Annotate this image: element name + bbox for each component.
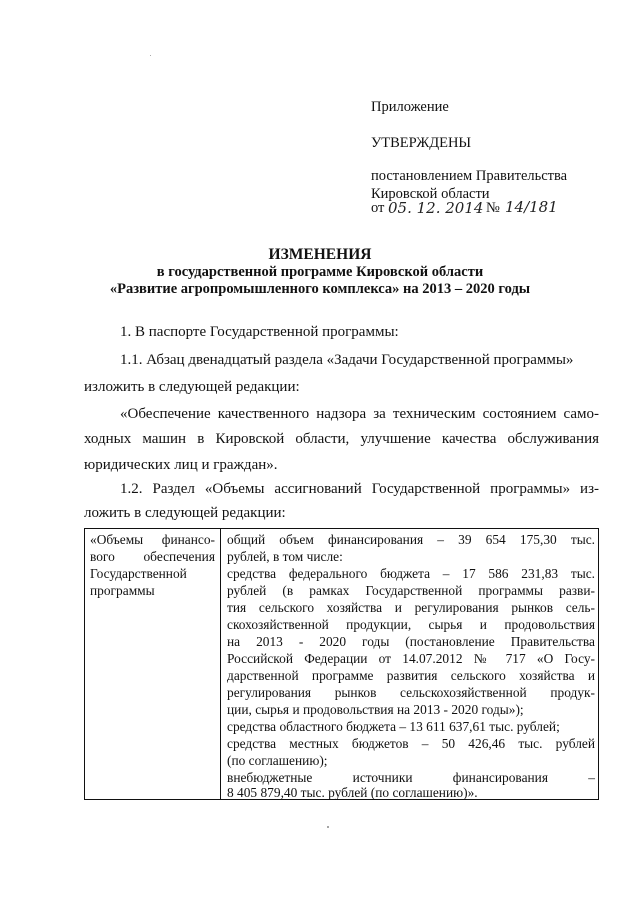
right-cell-line: средства местных бюджетов – 50 426,46 тыс. рублей xyxy=(227,736,595,751)
speck xyxy=(150,55,151,56)
table-column-divider xyxy=(220,529,221,799)
handwritten-number: 14/181 xyxy=(505,198,558,216)
quote-line-3: юридических лиц и граждан». xyxy=(84,457,278,473)
right-cell-line: на 2013 - 2020 годы (постановление Правительства xyxy=(227,634,595,649)
right-cell-line: тия сельского хозяйства и регулирования рынков сель- xyxy=(227,600,595,615)
paragraph-1-2-line-2: ложить в следующей редакции: xyxy=(84,505,286,521)
right-cell-line: дарственной программе развития сельского хозяйства и xyxy=(227,668,595,683)
decree-date-line xyxy=(371,186,561,236)
left-cell-line: «Объемы финансо- xyxy=(90,532,215,547)
paragraph-1-1-line-1: 1.1. Абзац двенадцатый раздела «Задачи Государственной программы» xyxy=(120,352,574,368)
right-cell-line: рублей, в том числе: xyxy=(227,549,343,564)
left-cell-line: программы xyxy=(90,583,155,598)
right-cell-line: рублей (в рамках Государственной программы разви- xyxy=(227,583,595,598)
right-cell-line: регулирования рынков сельскохозяйственной продук- xyxy=(227,685,595,700)
appendix-label: Приложение xyxy=(371,99,449,115)
date-prefix: от xyxy=(371,200,385,216)
right-cell-line: скохозяйственной продукции, сырья и продовольствия xyxy=(227,617,595,632)
approved-label: УТВЕРЖДЕНЫ xyxy=(371,135,472,151)
paragraph-1: 1. В паспорте Государственной программы: xyxy=(120,324,399,340)
funding-table xyxy=(84,528,599,800)
title-line-3: «Развитие агропромышленного комплекса» на 2013 – 2020 годы xyxy=(109,281,531,297)
right-cell-line: общий объем финансирования – 39 654 175,30 тыс. xyxy=(227,532,595,547)
left-cell-line: Государственной xyxy=(90,566,187,581)
left-cell-line: вого обеспечения xyxy=(90,549,215,564)
right-cell-line: (по соглашению); xyxy=(227,753,328,768)
quote-line-2: ходных машин в Кировской области, улучшение качества обслуживания xyxy=(84,431,599,447)
right-cell-line: 8 405 879,40 тыс. рублей (по соглашению)». xyxy=(227,785,478,800)
right-cell-line: средства федерального бюджета – 17 586 231,83 тыс. xyxy=(227,566,595,581)
document-title: ИЗМЕНЕНИЯ xyxy=(268,246,372,263)
paragraph-1-1-line-2: изложить в следующей редакции: xyxy=(84,379,300,395)
scan-speck xyxy=(327,826,329,828)
quote-line-1: «Обеспечение качественного надзора за техническим состоянием само- xyxy=(120,406,599,422)
paragraph-1-2-line-1: 1.2. Раздел «Объемы ассигнований Государственной программы» из- xyxy=(120,481,599,497)
right-cell-line: Российской Федерации от 14.07.2012 № 717 «О Госу- xyxy=(227,651,595,666)
right-cell-line: ции, сырья и продовольствия на 2013 - 2020 годы»); xyxy=(227,702,524,717)
number-sign: № xyxy=(486,200,500,216)
decree-line-1: постановлением Правительства xyxy=(371,168,568,184)
title-line-2: в государственной программе Кировской области xyxy=(156,264,484,280)
right-cell-line: внебюджетные источники финансирования – xyxy=(227,770,595,785)
decree-line-2: Кировской области xyxy=(371,186,490,202)
right-cell-line: средства областного бюджета – 13 611 637,61 тыс. рублей; xyxy=(227,719,560,734)
handwritten-date: 05. 12. 2014 xyxy=(388,199,484,217)
